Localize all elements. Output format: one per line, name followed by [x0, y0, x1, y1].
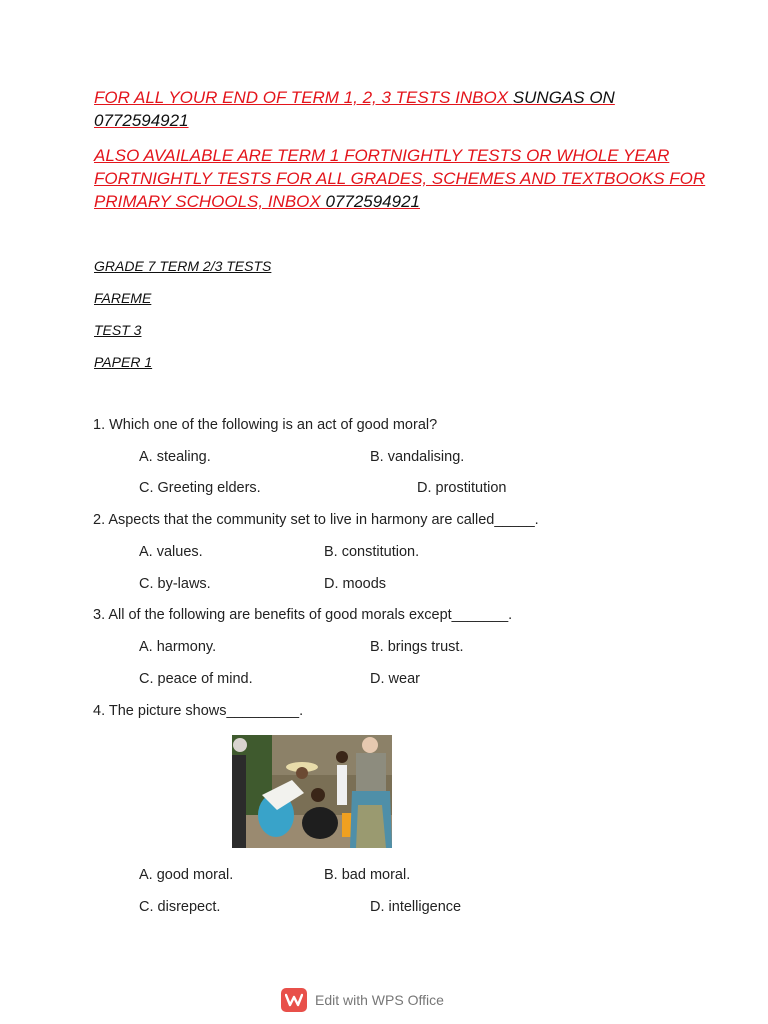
- promo-red-text-1: FOR ALL YOUR END OF TERM 1, 2, 3 TESTS INBOX: [94, 88, 513, 107]
- promo-contact-1: SUNGAS ON 0772594921: [94, 88, 615, 130]
- promo-contact-2: 0772594921: [325, 192, 420, 211]
- q3-option-c: C. peace of mind.: [139, 671, 253, 687]
- q1-option-c: C. Greeting elders.: [139, 480, 261, 496]
- q4-option-d: D. intelligence: [370, 899, 462, 915]
- q4-option-a: A. good moral.: [139, 867, 234, 883]
- paper-title: PAPER 1: [94, 354, 153, 370]
- q2-option-a: A. values.: [139, 544, 203, 560]
- promo-line-1: [94, 86, 714, 132]
- wps-logo-icon: [281, 988, 307, 1012]
- promo-line-2: [94, 144, 714, 213]
- q1-option-a: A. stealing.: [139, 449, 211, 465]
- photo-illustration: [232, 735, 392, 848]
- wps-watermark-text: Edit with WPS Office: [315, 992, 444, 1008]
- subject-title: FAREME: [94, 290, 152, 306]
- question-3: 3. All of the following are benefits of good morals except_______.: [93, 607, 513, 623]
- wps-watermark[interactable]: [281, 988, 444, 1012]
- question-4: 4. The picture shows_________.: [93, 703, 304, 719]
- promo-red-text-2: ALSO AVAILABLE ARE TERM 1 FORTNIGHTLY TESTS OR WHOLE YEAR FORTNIGHTLY TESTS FOR ALL GRADES, SCHEMES AND TEXTBOOKS FOR PRIMARY SCHOOLS, INBOX: [94, 146, 706, 211]
- test-title: TEST 3: [94, 322, 142, 338]
- grade-title: GRADE 7 TERM 2/3 TESTS: [94, 258, 272, 274]
- q2-option-d: D. moods: [324, 576, 387, 592]
- q2-option-b: B. constitution.: [324, 544, 420, 560]
- question-2: 2. Aspects that the community set to live in harmony are called_____.: [93, 512, 539, 528]
- q3-option-a: A. harmony.: [139, 639, 217, 655]
- q4-option-b: B. bad moral.: [324, 867, 411, 883]
- q3-option-d: D. wear: [370, 671, 420, 687]
- q1-option-b: B. vandalising.: [370, 449, 465, 465]
- question-4-photo: [232, 735, 392, 848]
- q4-option-c: C. disrepect.: [139, 899, 221, 915]
- q2-option-c: C. by-laws.: [139, 576, 211, 592]
- question-1: 1. Which one of the following is an act of good moral?: [93, 417, 438, 433]
- q1-option-d: D. prostitution: [417, 480, 507, 496]
- q3-option-b: B. brings trust.: [370, 639, 464, 655]
